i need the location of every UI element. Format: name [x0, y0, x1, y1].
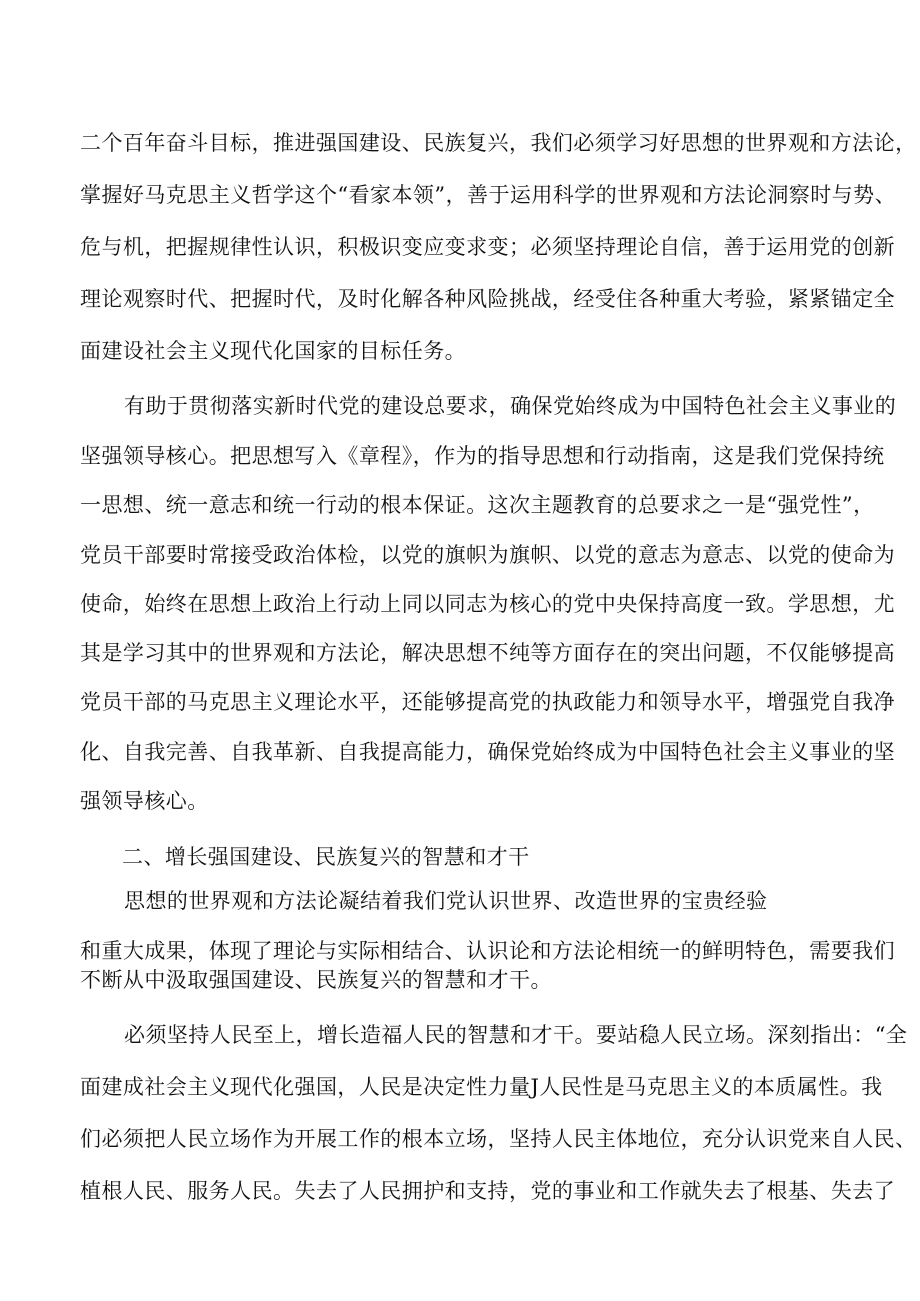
- paragraph-line: 植根人民、服务人民。失去了人民拥护和支持，党的事业和工作就失去了根基、失去了: [80, 1179, 896, 1203]
- paragraph-line: 其是学习其中的世界观和方法论，解决思想不纯等方面存在的突出问题，不仅能够提高: [80, 641, 896, 665]
- paragraph-line: 二个百年奋斗目标，推进强国建设、民族复兴，我们必须学习好思想的世界观和方法论，: [80, 131, 917, 155]
- paragraph-line: 思想的世界观和方法论凝结着我们党认识世界、改造世界的宝贵经验: [124, 889, 768, 913]
- paragraph-line: 党员干部要时常接受政治体检，以党的旗帜为旗帜、以党的意志为意志、以党的使命为: [80, 543, 896, 567]
- paragraph-line: 们必须把人民立场作为开展工作的根本立场，坚持人民主体地位，充分认识党来自人民、: [80, 1127, 917, 1151]
- paragraph-line: 危与机，把握规律性认识，积极识变应变求变；必须坚持理论自信，善于运用党的创新: [80, 235, 896, 259]
- paragraph-line: 和重大成果，体现了理论与实际相结合、认识论和方法论相统一的鲜明特色，需要我们: [80, 939, 896, 963]
- paragraph-line: 坚强领导核心。把思想写入《章程》，作为的指导思想和行动指南，这是我们党保持统: [80, 444, 885, 468]
- paragraph-line: 党员干部的马克思主义理论水平，还能够提高党的执政能力和领导水平，增强党自我净: [80, 690, 896, 714]
- paragraph-line: 面建成社会主义现代化强国，人民是决定性力量J人民性是马克思主义的本质属性。我: [80, 1075, 883, 1099]
- paragraph-line: 不断从中汲取强国建设、民族复兴的智慧和才干。: [80, 968, 552, 992]
- paragraph-line: 掌握好马克思主义哲学这个“看家本领”，善于运用科学的世界观和方法论洞察时与势、: [80, 183, 897, 207]
- paragraph-line: 化、自我完善、自我革新、自我提高能力，确保党始终成为中国特色社会主义事业的坚: [80, 740, 896, 764]
- paragraph-line: 理论观察时代、把握时代，及时化解各种风险挑战，经受住各种重大考验，紧紧锚定全: [80, 287, 896, 311]
- paragraph-line: 面建设社会主义现代化国家的目标任务。: [80, 339, 467, 363]
- section-heading: 二、增长强国建设、民族复兴的智慧和才干: [122, 845, 530, 869]
- paragraph-line: 一思想、统一意志和统一行动的根本保证。这次主题教育的总要求之一是“强党性”，: [80, 493, 875, 517]
- paragraph-line: 使命，始终在思想上政治上行动上同以同志为核心的党中央保持高度一致。学思想，尤: [80, 592, 896, 616]
- paragraph-line: 必须坚持人民至上，增长造福人民的智慧和才干。要站稳人民立场。深刻指出：“全: [124, 1023, 908, 1047]
- paragraph-line: 强领导核心。: [80, 789, 209, 813]
- paragraph-line: 有助于贯彻落实新时代党的建设总要求，确保党始终成为中国特色社会主义事业的: [124, 394, 897, 418]
